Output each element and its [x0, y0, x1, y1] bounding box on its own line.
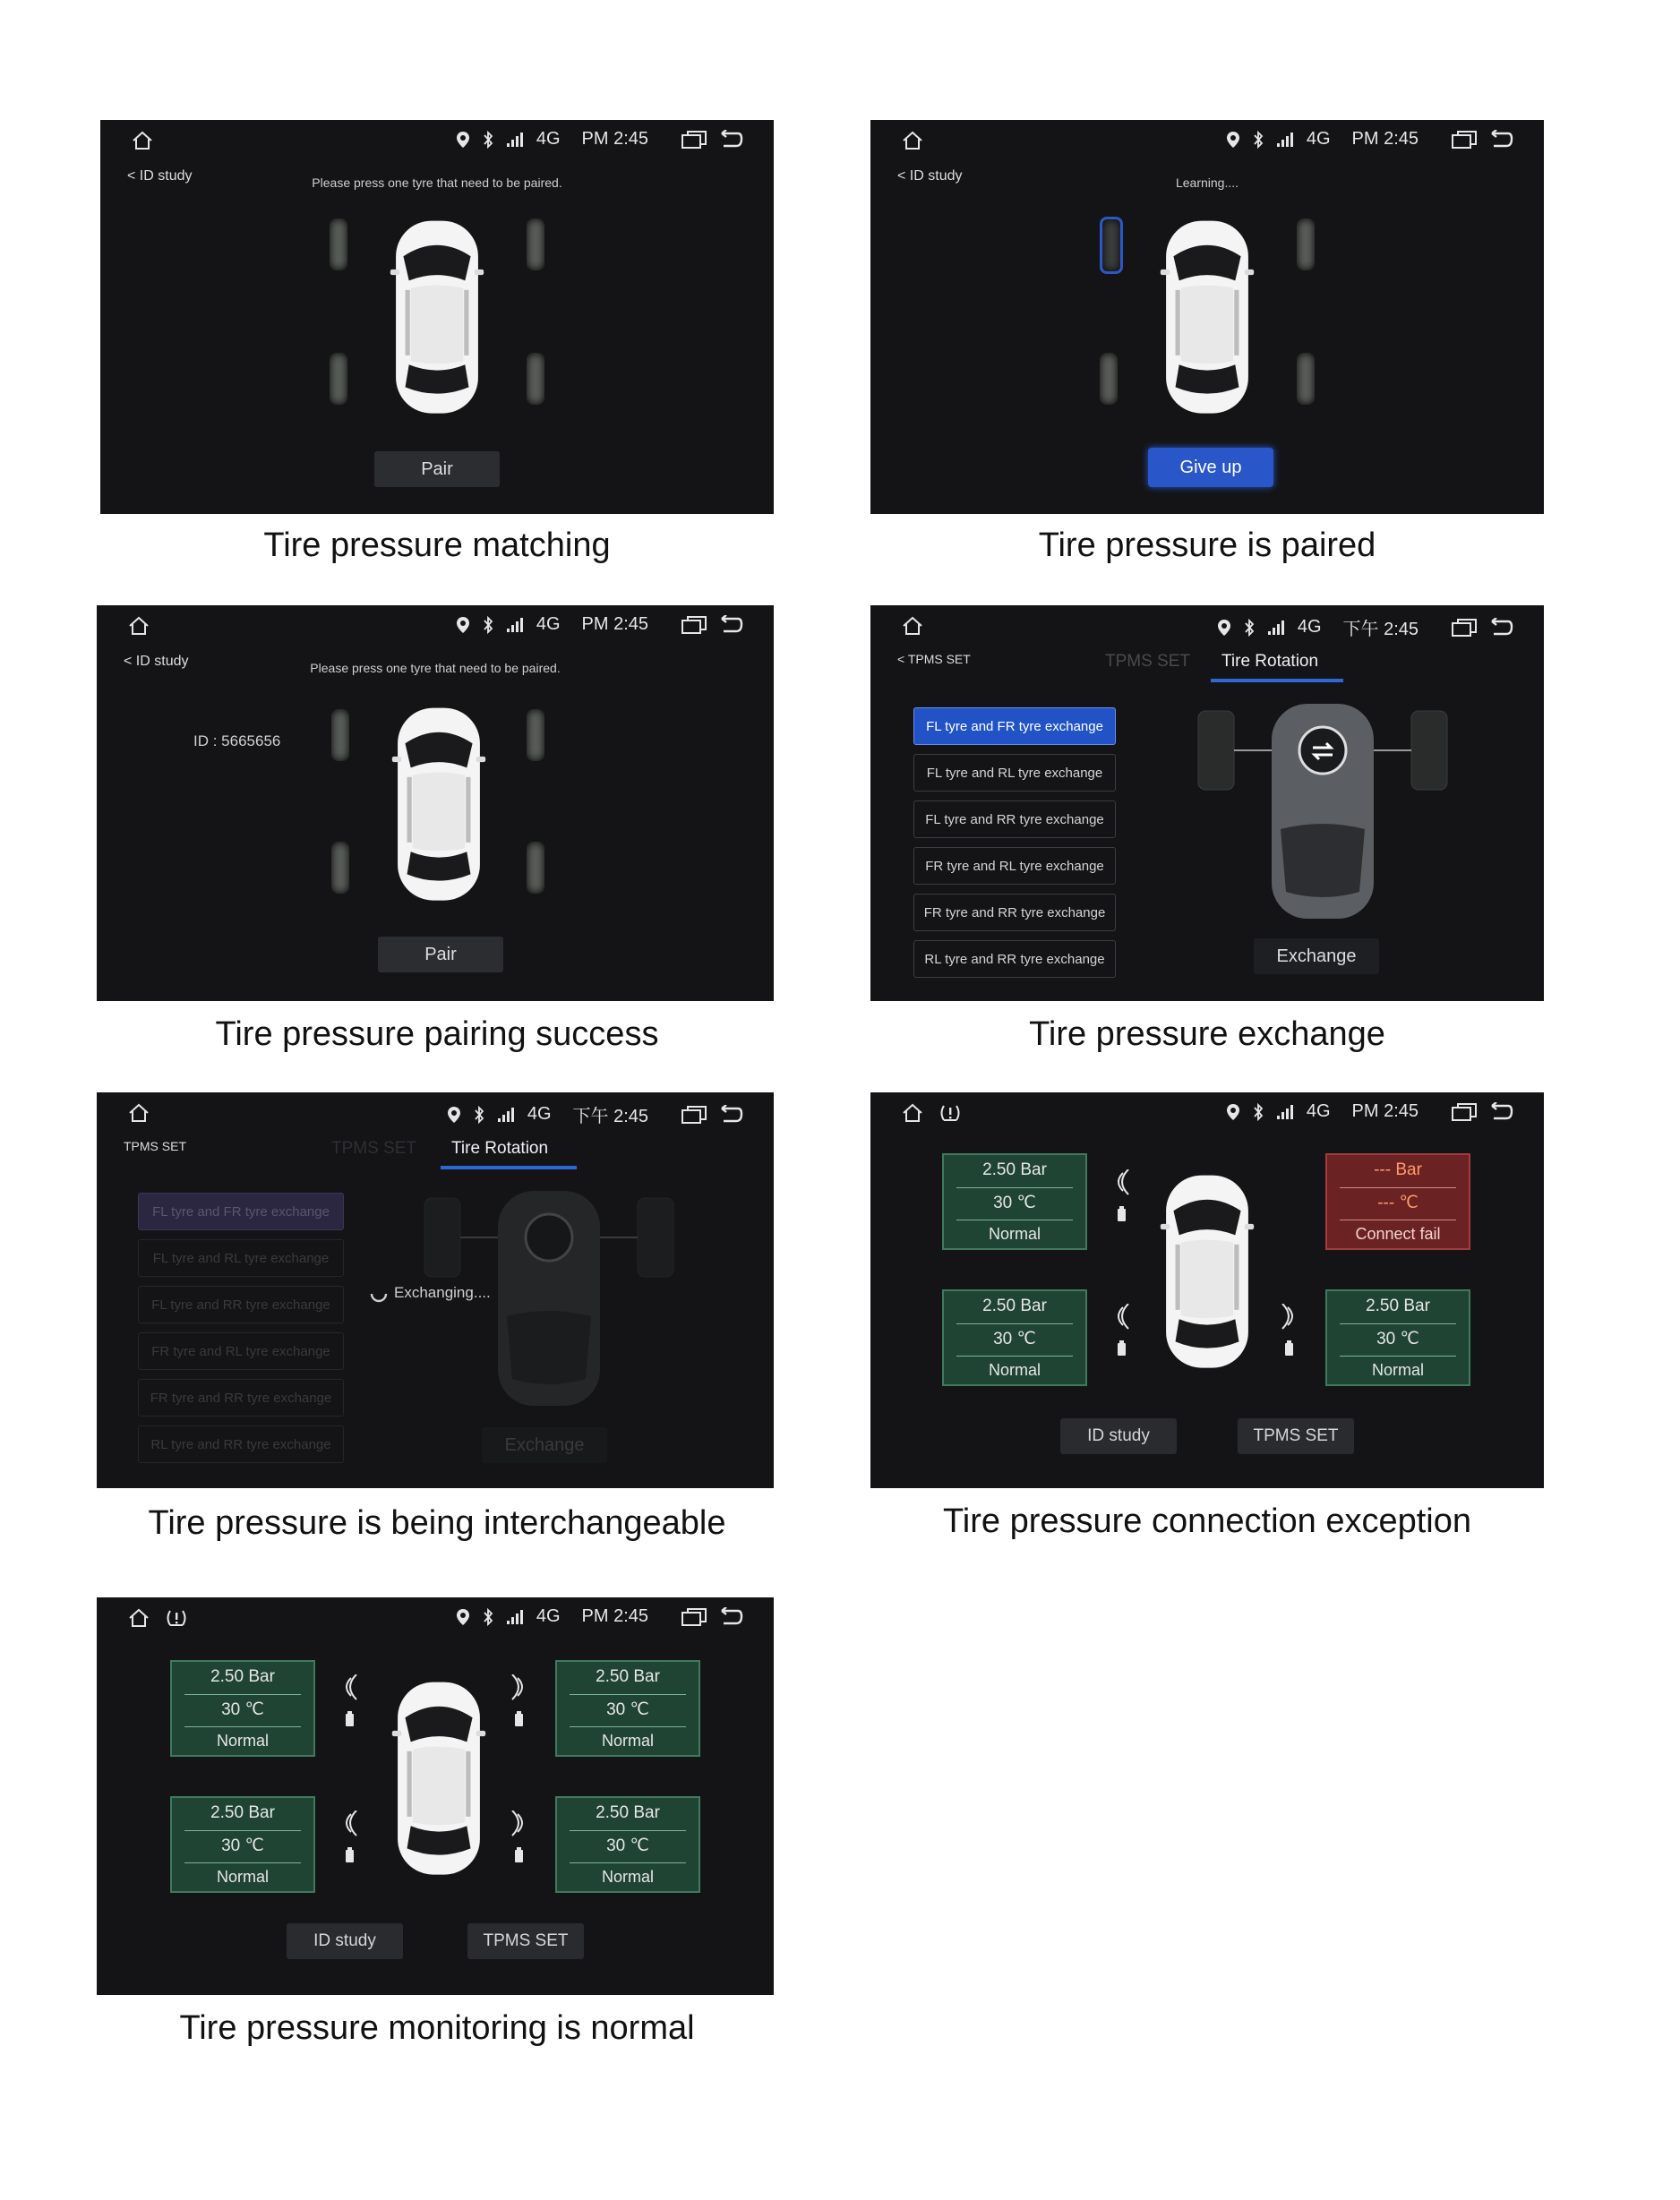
status-bar — [97, 1092, 774, 1134]
wireless-signal-icon — [507, 1811, 532, 1868]
back-link[interactable]: < TPMS SET — [897, 652, 971, 666]
tab-tire-rotation[interactable]: Tire Rotation — [451, 1139, 549, 1158]
tire-front-right[interactable] — [527, 218, 544, 270]
signal-icon — [1267, 620, 1285, 636]
car-image — [390, 695, 487, 910]
network-type: 4G — [536, 614, 561, 634]
status-bar — [97, 1597, 774, 1639]
back-arrow-icon[interactable] — [720, 1607, 743, 1627]
temperature-value: 30 ℃ — [606, 1836, 649, 1855]
screen-tire-matching — [100, 120, 774, 514]
wireless-signal-icon — [337, 1811, 362, 1868]
pressure-value: 2.50 Bar — [982, 1297, 1047, 1315]
tire-front-left[interactable] — [330, 218, 347, 270]
tpms-set-button[interactable]: TPMS SET — [467, 1923, 584, 1959]
pressure-value: 2.50 Bar — [596, 1803, 660, 1822]
tire-front-left[interactable] — [331, 709, 349, 761]
home-icon[interactable] — [127, 1101, 150, 1125]
pressure-value: 2.50 Bar — [210, 1803, 275, 1822]
divider — [956, 1187, 1073, 1188]
network-type: 4G — [1297, 617, 1322, 637]
divider — [184, 1862, 301, 1863]
car-image — [390, 1669, 487, 1884]
location-icon — [1226, 131, 1240, 149]
car-image — [389, 208, 485, 423]
tire-panel-rear-left[interactable] — [170, 1796, 315, 1893]
back-arrow-icon[interactable] — [720, 615, 743, 635]
back-link[interactable]: TPMS SET — [124, 1139, 187, 1153]
tpms-warning-icon — [939, 1101, 962, 1125]
divider — [1340, 1187, 1456, 1188]
home-icon[interactable] — [127, 614, 150, 638]
caption-s3: Tire pressure pairing success — [215, 1015, 659, 1053]
divider — [570, 1862, 686, 1863]
caption-s1: Tire pressure matching — [263, 526, 611, 564]
signal-icon — [1276, 1104, 1294, 1120]
divider — [570, 1830, 686, 1831]
tire-rear-left[interactable] — [330, 353, 347, 405]
instruction-text: Please press one tyre that need to be paired. — [310, 661, 561, 675]
back-arrow-icon[interactable] — [720, 1105, 743, 1125]
caption-s5: Tire pressure is being interchangeable — [148, 1504, 726, 1542]
temperature-value: 30 ℃ — [993, 1194, 1036, 1212]
tab-underline — [441, 1166, 577, 1169]
tire-status: Normal — [988, 1361, 1041, 1379]
tire-panel-front-left[interactable] — [942, 1153, 1087, 1250]
window-icon[interactable] — [681, 615, 707, 635]
network-type: 4G — [1306, 1101, 1331, 1121]
tab-underline — [1211, 679, 1343, 682]
caption-s4: Tire pressure exchange — [1029, 1015, 1385, 1053]
caption-s7: Tire pressure monitoring is normal — [179, 2009, 695, 2047]
divider — [184, 1830, 301, 1831]
tire-status: Connect fail — [1355, 1225, 1441, 1243]
wireless-signal-icon — [507, 1674, 532, 1732]
pressure-value: --- Bar — [1374, 1160, 1422, 1179]
location-icon — [1226, 1103, 1240, 1121]
home-icon[interactable] — [901, 614, 924, 638]
divider — [956, 1356, 1073, 1357]
status-bar — [100, 120, 774, 161]
signal-icon — [497, 1107, 515, 1123]
network-type: 4G — [1306, 129, 1331, 149]
id-study-button[interactable]: ID study — [287, 1923, 403, 1959]
exchange-option-fr-rr: FR tyre and RR tyre exchange — [138, 1379, 344, 1417]
signal-icon — [506, 132, 524, 148]
wireless-signal-icon — [1277, 1304, 1302, 1361]
network-type: 4G — [536, 1606, 561, 1626]
tire-panel-rear-right[interactable] — [1325, 1289, 1470, 1386]
window-icon[interactable] — [1451, 130, 1478, 150]
signal-icon — [1276, 132, 1294, 148]
bluetooth-icon — [1253, 131, 1264, 149]
location-icon — [456, 616, 470, 634]
status-bar — [97, 605, 774, 646]
pressure-value: 2.50 Bar — [1366, 1297, 1430, 1315]
pair-button[interactable]: Pair — [374, 451, 500, 487]
bluetooth-icon — [1253, 1103, 1264, 1121]
pressure-value: 2.50 Bar — [982, 1160, 1047, 1179]
wireless-signal-icon — [1109, 1169, 1134, 1227]
tire-rear-right[interactable] — [527, 842, 544, 894]
window-icon[interactable] — [681, 1607, 707, 1627]
tire-status: Normal — [216, 1868, 269, 1886]
status-text: Learning.... — [1175, 175, 1239, 190]
clock: 下午 2:45 — [1342, 620, 1419, 639]
tire-status: Normal — [216, 1732, 269, 1750]
screen-connection-exception — [870, 1092, 1544, 1488]
give-up-button[interactable]: Give up — [1148, 448, 1273, 487]
temperature-value: 30 ℃ — [221, 1700, 264, 1719]
tire-rear-left[interactable] — [1100, 353, 1118, 405]
bluetooth-icon — [474, 1106, 484, 1124]
back-link[interactable]: < ID study — [124, 654, 189, 669]
exchange-option-fr-rl: FR tyre and RL tyre exchange — [138, 1332, 344, 1370]
tire-front-right[interactable] — [527, 709, 544, 761]
divider — [570, 1694, 686, 1695]
tire-panel-front-right[interactable] — [1325, 1153, 1470, 1250]
caption-s2: Tire pressure is paired — [1038, 526, 1376, 564]
home-icon[interactable] — [901, 1101, 924, 1125]
divider — [184, 1694, 301, 1695]
tire-rear-right[interactable] — [1297, 353, 1315, 405]
home-icon[interactable] — [131, 129, 154, 152]
divider — [1340, 1323, 1456, 1324]
window-icon[interactable] — [681, 130, 707, 150]
exchange-option-fl-rl[interactable]: FL tyre and RL tyre exchange — [913, 754, 1116, 792]
temperature-value: 30 ℃ — [993, 1330, 1036, 1348]
tire-panel-front-left[interactable] — [170, 1660, 315, 1757]
tire-panel-rear-right[interactable] — [555, 1796, 700, 1893]
exchange-option-fr-rr[interactable]: FR tyre and RR tyre exchange — [913, 894, 1116, 931]
tire-rear-right[interactable] — [527, 353, 544, 405]
clock: PM 2:45 — [1351, 129, 1419, 149]
tire-front-left-selected[interactable] — [1100, 217, 1123, 274]
home-icon[interactable] — [127, 1606, 150, 1630]
clock: PM 2:45 — [581, 614, 648, 634]
screen-monitoring-normal — [97, 1597, 774, 1995]
clock: PM 2:45 — [1351, 1101, 1419, 1121]
temperature-value: 30 ℃ — [221, 1836, 264, 1855]
tpms-set-button[interactable]: TPMS SET — [1238, 1418, 1354, 1454]
bluetooth-icon — [483, 131, 493, 149]
tpms-warning-icon — [165, 1606, 188, 1630]
home-icon[interactable] — [901, 129, 924, 152]
temperature-value: --- ℃ — [1377, 1194, 1419, 1212]
exchange-icon — [1309, 738, 1336, 765]
tire-front-right[interactable] — [1297, 218, 1315, 270]
exchange-option-rl-rr: RL tyre and RR tyre exchange — [138, 1425, 344, 1463]
exchange-option-fl-rr: FL tyre and RR tyre exchange — [138, 1286, 344, 1323]
loading-spinner-icon — [369, 1284, 389, 1304]
location-icon — [456, 1608, 470, 1626]
pressure-value: 2.50 Bar — [210, 1667, 275, 1686]
instruction-text: Please press one tyre that need to be paired. — [312, 175, 562, 190]
divider — [184, 1726, 301, 1727]
tab-tpms-set[interactable]: TPMS SET — [331, 1139, 417, 1158]
exchange-option-rl-rr[interactable]: RL tyre and RR tyre exchange — [913, 940, 1116, 978]
temperature-value: 30 ℃ — [606, 1700, 649, 1719]
clock: PM 2:45 — [581, 1606, 648, 1626]
wireless-signal-icon — [337, 1674, 362, 1732]
exchange-option-fr-rl[interactable]: FR tyre and RL tyre exchange — [913, 847, 1116, 885]
tire-panel-rear-left[interactable] — [942, 1289, 1087, 1386]
temperature-value: 30 ℃ — [1376, 1330, 1419, 1348]
exchange-option-fl-rl: FL tyre and RL tyre exchange — [138, 1239, 344, 1277]
window-icon[interactable] — [681, 1105, 707, 1125]
car-image — [1159, 1162, 1256, 1377]
exchange-button: Exchange — [482, 1427, 607, 1463]
status-bar — [870, 605, 1544, 646]
signal-icon — [506, 617, 524, 633]
screen-tire-paired — [870, 120, 1544, 514]
divider — [956, 1323, 1073, 1324]
caption-s6: Tire pressure connection exception — [942, 1502, 1472, 1540]
screen-pairing-success — [97, 605, 774, 1001]
pair-button[interactable]: Pair — [378, 937, 503, 972]
bluetooth-icon — [1244, 619, 1255, 637]
location-icon — [447, 1106, 461, 1124]
clock: PM 2:45 — [581, 129, 648, 149]
signal-icon — [506, 1609, 524, 1625]
window-icon[interactable] — [1451, 618, 1478, 638]
tire-status: Normal — [601, 1732, 654, 1750]
exchange-option-fl-rr[interactable]: FL tyre and RR tyre exchange — [913, 800, 1116, 838]
wireless-signal-icon — [1109, 1304, 1134, 1361]
network-type: 4G — [536, 129, 561, 149]
back-arrow-icon[interactable] — [1490, 618, 1513, 638]
clock: 下午 2:45 — [572, 1107, 648, 1126]
back-arrow-icon[interactable] — [1490, 1102, 1513, 1122]
network-type: 4G — [527, 1104, 552, 1124]
status-bar — [870, 120, 1544, 161]
exchange-option-fl-fr[interactable]: FL tyre and FR tyre exchange — [913, 707, 1116, 745]
exchange-list — [913, 707, 1116, 987]
back-arrow-icon[interactable] — [1490, 130, 1513, 150]
tire-rear-left[interactable] — [331, 842, 349, 894]
exchange-option-fl-fr: FL tyre and FR tyre exchange — [138, 1193, 344, 1230]
window-icon[interactable] — [1451, 1102, 1478, 1122]
tire-panel-front-right[interactable] — [555, 1660, 700, 1757]
divider — [570, 1726, 686, 1727]
exchanging-text: Exchanging.... — [394, 1284, 491, 1301]
back-arrow-icon[interactable] — [720, 130, 743, 150]
car-rotation-diagram — [419, 1191, 679, 1415]
exchange-list — [138, 1193, 344, 1472]
screen-tire-exchange — [870, 605, 1544, 1001]
back-link[interactable]: < ID study — [897, 168, 963, 184]
id-study-button[interactable]: ID study — [1060, 1418, 1177, 1454]
tire-status: Normal — [601, 1868, 654, 1886]
tab-tire-rotation[interactable]: Tire Rotation — [1221, 652, 1319, 671]
status-bar — [870, 1092, 1544, 1134]
back-link[interactable]: < ID study — [127, 168, 193, 184]
location-icon — [1217, 619, 1231, 637]
divider — [1340, 1356, 1456, 1357]
tire-status: Normal — [1371, 1361, 1424, 1379]
screen-exchanging — [97, 1092, 774, 1488]
pressure-value: 2.50 Bar — [596, 1667, 660, 1686]
location-icon — [456, 131, 470, 149]
car-image — [1159, 208, 1256, 423]
bluetooth-icon — [483, 616, 493, 634]
bluetooth-icon — [483, 1608, 493, 1626]
tab-tpms-set[interactable]: TPMS SET — [1105, 652, 1191, 671]
tire-status: Normal — [988, 1225, 1041, 1243]
paired-id-text: ID : 5665656 — [193, 732, 281, 749]
exchange-button[interactable]: Exchange — [1254, 938, 1379, 974]
